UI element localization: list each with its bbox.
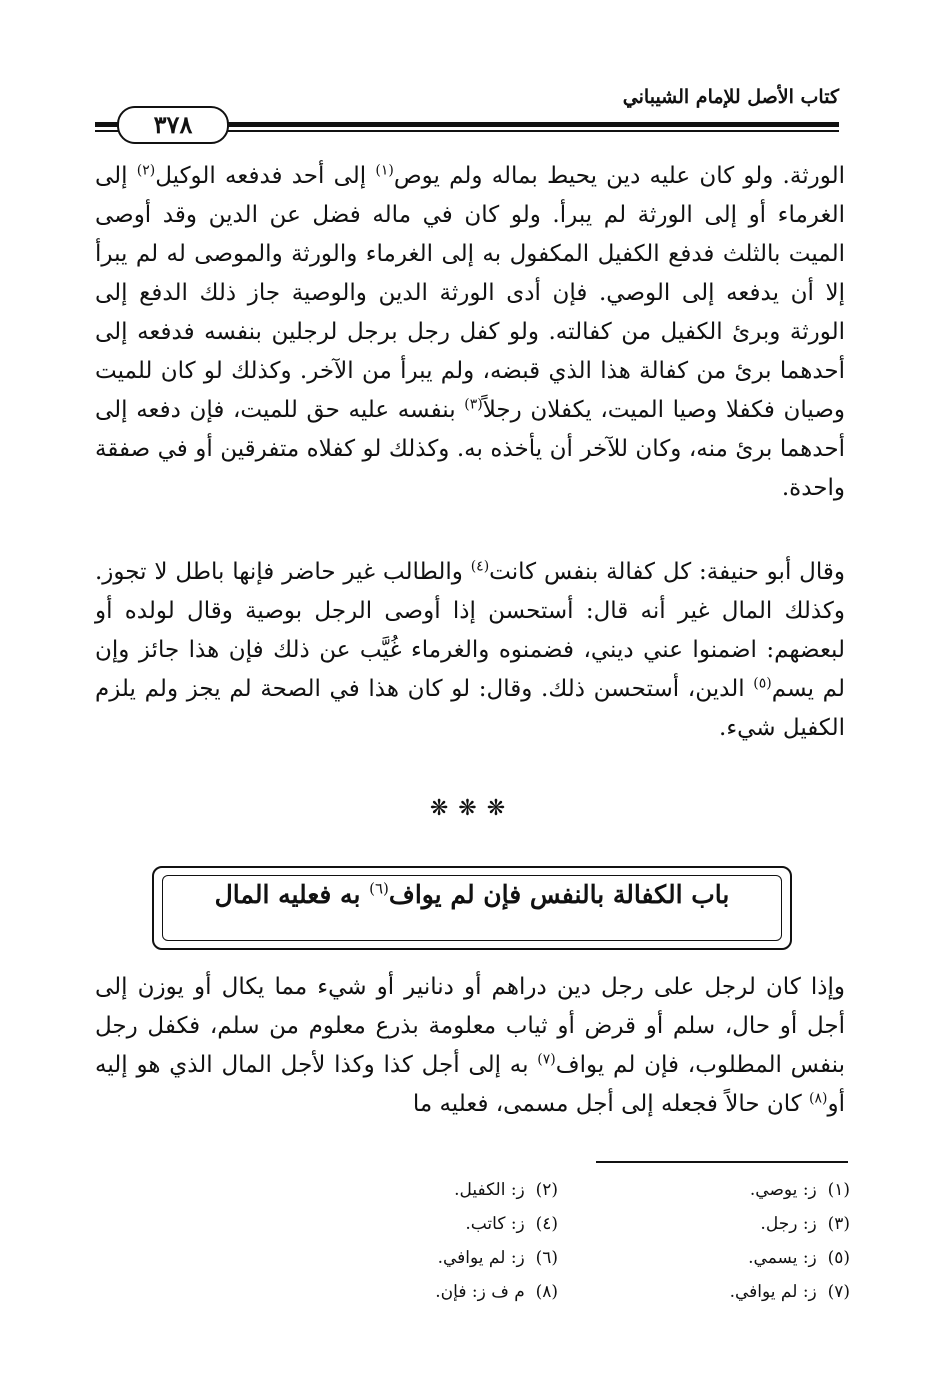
footnote-item: (٣) ز: رجل. — [760, 1214, 850, 1234]
footnote-item: (٤) ز: كاتب. — [465, 1214, 558, 1234]
footnote-item: (٢) ز: الكفيل. — [454, 1180, 558, 1200]
footnote-item: (٨) م ف ز: فإن. — [435, 1282, 558, 1302]
footnote-item: (٦) ز: لم يوافي. — [437, 1248, 558, 1268]
paragraph-2 — [95, 553, 845, 753]
paragraph-text: به إلى أجل كذا وكذا لأجل المال الذي هو إليه أو — [95, 1052, 845, 1117]
running-title: كتاب الأصل للإمام الشيباني — [622, 86, 839, 108]
page-number: ٣٧٨ — [117, 106, 229, 144]
paragraph-text: الدين، أستحسن ذلك. وقال: لو كان هذا في الصحة لم يجز ولم يلزم الكفيل شيء. — [95, 676, 845, 741]
paragraph-text: وإذا كان لرجل على رجل دين دراهم أو دنانير أو شيء مما يكال أو يوزن إلى أجل أو حال، سلم أو قرض أو ثياب معلومة بذرع معلوم من سلم، فكفل رجل بنفس المطلوب، فإن لم يواف — [95, 974, 845, 1078]
chapter-title — [154, 880, 790, 909]
paragraph-3 — [95, 968, 845, 1138]
footnote-item: (٧) ز: لم يوافي. — [729, 1282, 850, 1302]
footnote-item: (٥) ز: يسمي. — [748, 1248, 850, 1268]
paragraph-text: بنفسه عليه حق للميت، فإن دفعه إلى أحدهما برئ منه، وكان للآخر أن يأخذه به. وكذلك لو كفلاه متفرقين أو في صفقة واحدة. — [95, 397, 845, 501]
paragraph-text: الورثة. ولو كان عليه دين يحيط بماله ولم يوص — [393, 163, 845, 189]
page-header — [95, 84, 845, 144]
paragraph-text: إلى الغرماء أو إلى الورثة لم يبرأ. ولو كان في ماله فضل عن الدين وقد أوصى الميت بالثلث فدفع الكفيل المكفول به إلى الغرماء والورثة والموصى له لم يبرأ إلا أن يدفعه إلى الوصي. فإن أدى الورثة الدين والوصية جاز ذلك الدفع إلى الورثة وبرئ الكفيل من كفالته. ولو كفل رجل برجل لرجلين بنفسه فدفعه إلى أحدهما برئ من كفالة هذا الذي قبضه، ولم يبرأ من الآخر. وكذلك لو كان للميت وصيان فكفلا وصيا الميت، يكفلان رجلاً — [95, 163, 845, 423]
footnote-marker: (٥) — [753, 675, 772, 692]
footnote-marker: (٤) — [470, 558, 490, 575]
footnote-marker: (٦) — [369, 879, 389, 898]
paragraph-1 — [95, 157, 845, 547]
paragraph-text: كان حالاً فجعله إلى أجل مسمى، فعليه ما — [412, 1091, 810, 1117]
chapter-title-text: باب الكفالة بالنفس فإن لم يواف — [388, 880, 730, 909]
paragraph-text: والطالب غير حاضر فإنها باطل لا تجوز. وكذلك المال غير أنه قال: أستحسن إذا أوصى الرجل بوصية وقال لولده أو لبعضهم: اضمنوا عني ديني، فضمنوه والغرماء غُيَّب عن ذلك فإن هذا جائز وإن لم يسم — [95, 559, 845, 702]
chapter-title-text: به فعليه المال — [214, 880, 370, 909]
paragraph-text: وقال أبو حنيفة: كل كفالة بنفس كانت — [489, 559, 845, 585]
footnote-marker: (١) — [375, 162, 394, 179]
footnote-marker: (٧) — [537, 1051, 556, 1068]
footnote-item: (١) ز: يوصي. — [749, 1180, 850, 1200]
chapter-heading-box — [152, 866, 792, 950]
footnote-marker: (٨) — [809, 1090, 828, 1107]
footnote-marker: (٢) — [136, 162, 156, 179]
footnote-rule — [596, 1161, 848, 1163]
paragraph-text: إلى أحد فدفعه الوكيل — [155, 163, 376, 189]
footnotes — [290, 1175, 850, 1325]
section-separator: ❋❋❋ — [429, 796, 516, 821]
footnote-marker: (٣) — [464, 396, 483, 413]
